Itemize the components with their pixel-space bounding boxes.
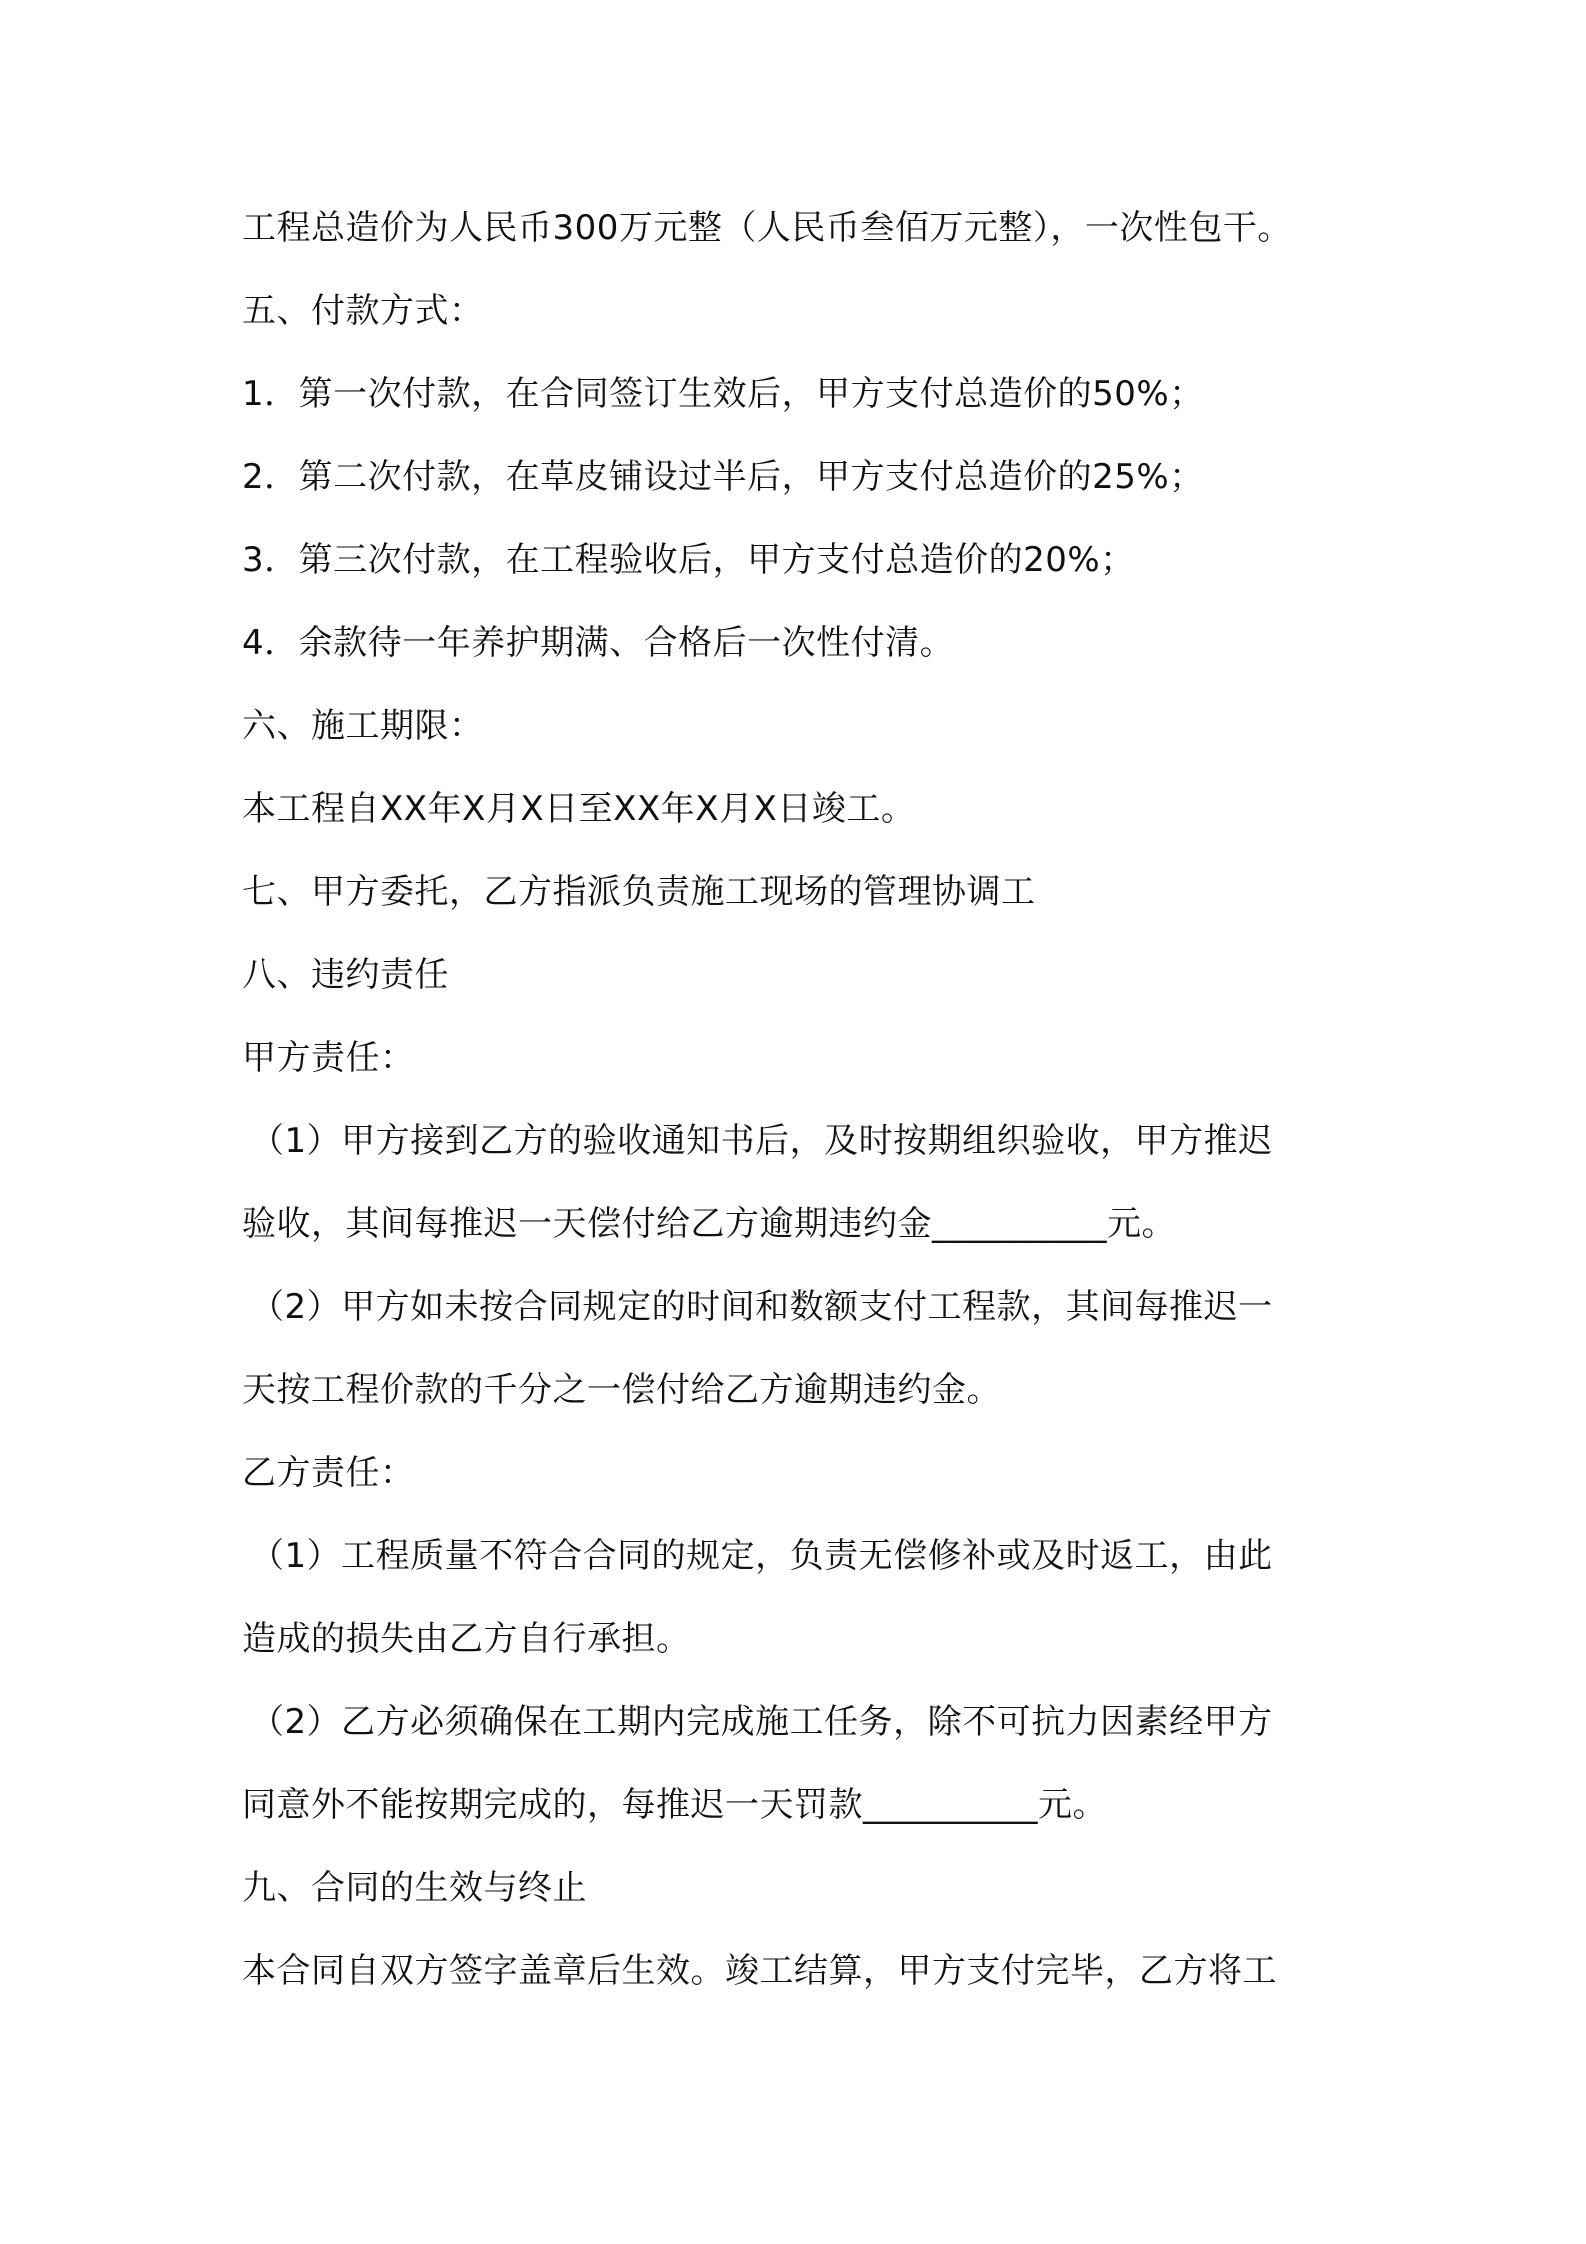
party-a-liability-heading: 甲方责任：	[242, 1038, 415, 1078]
party-a-clause-1-line-1: （1）甲方接到乙方的验收通知书后，及时按期组织验收，甲方推迟	[250, 1121, 1273, 1161]
payment-item-4: 4．余款待一年养护期满、合格后一次性付清。	[242, 623, 955, 663]
total-price-line: 工程总造价为人民币300万元整（人民币叁佰万元整），一次性包干。	[242, 208, 1292, 248]
duration-text: 本工程自XX年X月X日至XX年X月X日竣工。	[242, 789, 916, 829]
party-b-clause-2-line-2: 同意外不能按期完成的，每推迟一天罚款__________元。	[242, 1785, 1107, 1825]
payment-item-1: 1．第一次付款，在合同签订生效后，甲方支付总造价的50%；	[242, 374, 1204, 414]
section-delegation-heading: 七、甲方委托，乙方指派负责施工现场的管理协调工	[242, 872, 1036, 912]
party-b-liability-heading: 乙方责任：	[242, 1453, 415, 1493]
section-liability-heading: 八、违约责任	[242, 955, 449, 995]
payment-item-2: 2．第二次付款，在草皮铺设过半后，甲方支付总造价的25%；	[242, 457, 1204, 497]
party-b-clause-2-line-1: （2）乙方必须确保在工期内完成施工任务，除不可抗力因素经甲方	[250, 1702, 1273, 1742]
payment-item-3: 3．第三次付款，在工程验收后，甲方支付总造价的20%；	[242, 540, 1135, 580]
party-a-clause-2-line-1: （2）甲方如未按合同规定的时间和数额支付工程款，其间每推迟一	[250, 1287, 1273, 1327]
effect-text: 本合同自双方签字盖章后生效。竣工结算，甲方支付完毕，乙方将工	[242, 1951, 1277, 1991]
party-a-clause-1-line-2: 验收，其间每推迟一天偿付给乙方逾期违约金__________元。	[242, 1204, 1176, 1244]
party-a-clause-2-line-2: 天按工程价款的千分之一偿付给乙方逾期违约金。	[242, 1370, 1001, 1410]
section-payment-heading: 五、付款方式：	[242, 291, 484, 331]
section-duration-heading: 六、施工期限：	[242, 706, 484, 746]
party-b-clause-1-line-1: （1）工程质量不符合合同的规定，负责无偿修补或及时返工，由此	[250, 1536, 1273, 1576]
section-effect-heading: 九、合同的生效与终止	[242, 1868, 587, 1908]
party-b-clause-1-line-2: 造成的损失由乙方自行承担。	[242, 1619, 691, 1659]
